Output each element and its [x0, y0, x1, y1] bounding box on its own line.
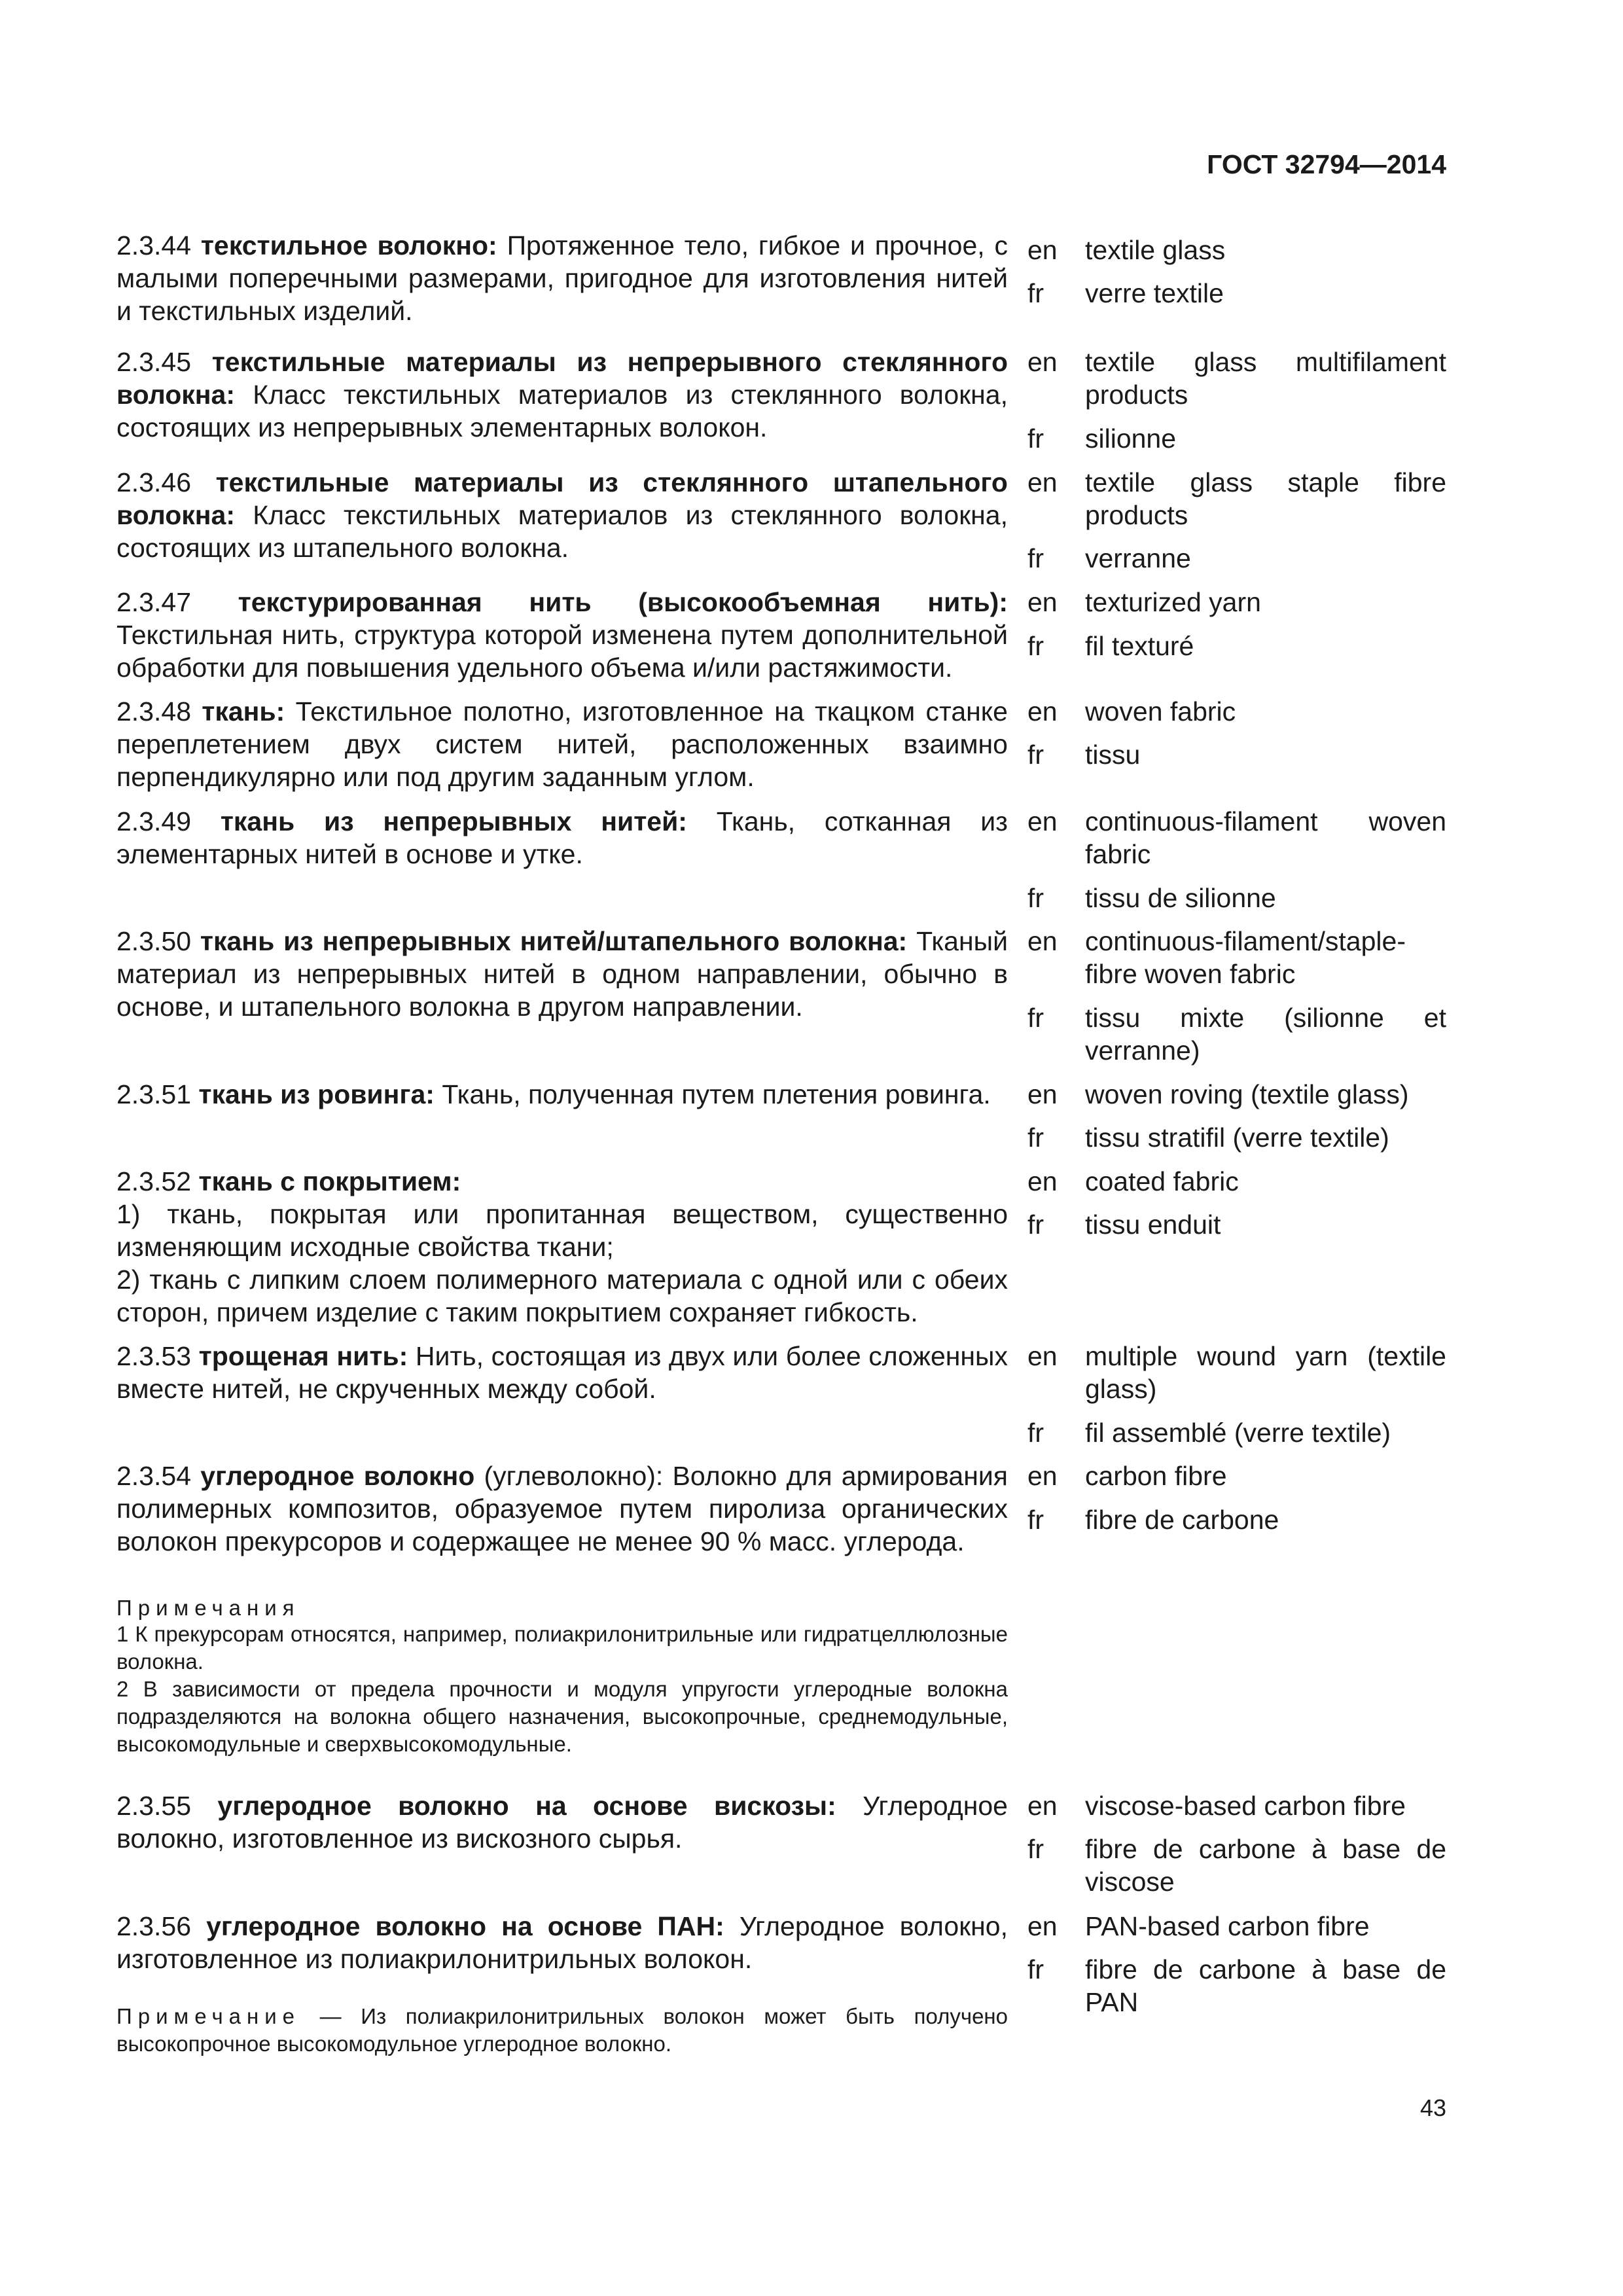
translation-en: en carbon fibre [1027, 1461, 1227, 1491]
entry-term-extra: (углеволокно): [484, 1461, 664, 1491]
translation-en: en multiple wound yarn (textile glass) [1027, 1341, 1446, 1404]
entry-number: 2.3.52 [116, 1166, 191, 1196]
translation-fr: fr verranne [1027, 543, 1191, 573]
translation-en: en viscose-based carbon fibre [1027, 1791, 1406, 1821]
entry-term: углеродное волокно [200, 1461, 475, 1491]
entry-definition: Волокно для армирования полимерных композитов, образуемое путем пиролиза органических волокон прекурсоров и содержащее не менее 90 % масс. углерода. [116, 1461, 1008, 1556]
entry-definition-1: 1) ткань, покрытая или пропитанная веществом, существенно изменяющим исходные свойства ткани; [116, 1199, 1008, 1262]
translation-fr: fr silionne [1027, 423, 1177, 454]
entry-definition: Текстильное полотно, изготовленное на ткацком станке переплетением двух систем нитей, расположенных взаимно перпендикулярно или под другим заданным углом. [116, 696, 1008, 792]
translation-fr: fr tissu mixte (silionne et verranne) [1027, 1003, 1446, 1066]
entry-definition: Класс текстильных материалов из стеклянного волокна, состоящих из непрерывных элементарных волокон. [116, 380, 1008, 442]
translation-en: en coated fabric [1027, 1166, 1239, 1196]
entry-2-3-45 [116, 346, 1008, 444]
translation-en: en woven fabric [1027, 696, 1236, 726]
entry-number: 2.3.55 [116, 1791, 191, 1821]
entry-number: 2.3.46 [116, 467, 191, 497]
translation-fr: fr fibre de carbone à base de viscose [1027, 1834, 1446, 1897]
translation-fr: fr tissu enduit [1027, 1210, 1221, 1240]
entry-term: текстильные материалы из непрерывного стеклянного волокна: [116, 347, 1008, 410]
translation-fr: fr tissu stratifil (verre textile) [1027, 1122, 1389, 1153]
entry-number: 2.3.44 [116, 230, 191, 260]
translation-en: en PAN-based carbon fibre [1027, 1911, 1370, 1941]
entry-2-3-55 [116, 1789, 1008, 1855]
entry-2-3-53 [116, 1340, 1008, 1405]
note-2: 2 В зависимости от предела прочности и модуля упругости углеродные волокна подразделяются на волокна общего назначения, высокопрочные, среднемодульные, высокомодульные и сверхвысокомодульные. [116, 1677, 1008, 1756]
entry-term: текстурированная нить (высокообъемная нить): [238, 587, 1008, 617]
entry-term: трощеная нить: [198, 1341, 408, 1371]
entry-term: ткань из непрерывных нитей/штапельного волокна: [200, 926, 908, 956]
entry-2-3-54 [116, 1460, 1008, 1558]
entry-number: 2.3.53 [116, 1341, 191, 1371]
note-block [116, 2003, 1008, 2058]
entry-definition: Ткань, сотканная из элементарных нитей в основе и утке. [116, 806, 1008, 869]
entry-number: 2.3.47 [116, 587, 191, 617]
entry-term: ткань: [202, 696, 285, 726]
translation-fr: fr fibre de carbone [1027, 1505, 1279, 1535]
entry-2-3-49 [116, 805, 1008, 870]
entry-2-3-44 [116, 229, 1008, 327]
translation-fr: fr fil assemblé (verre textile) [1027, 1418, 1391, 1448]
translation-en: en textile glass [1027, 235, 1226, 265]
entry-2-3-48 [116, 695, 1008, 793]
entry-definition: Ткань, полученная путем плетения ровинга. [442, 1079, 991, 1109]
entry-number: 2.3.51 [116, 1079, 191, 1109]
entry-definition: Углеродное волокно, изготовленное из вискозного сырья. [116, 1791, 1008, 1854]
translation-en: en continuous-filament/staple-fibre woven fabric [1027, 926, 1406, 989]
entry-2-3-46 [116, 466, 1008, 564]
entry-term: ткань с покрытием: [198, 1166, 461, 1196]
entry-definition: Протяженное тело, гибкое и прочное, с малыми поперечными размерами, пригодное для изготовления нитей и текстильных изделий. [116, 230, 1008, 326]
entry-2-3-50 [116, 925, 1008, 1023]
entry-term: углеродное волокно на основе ПАН: [206, 1911, 724, 1941]
entry-term: ткань из ровинга: [198, 1079, 435, 1109]
note-title: Примечание [116, 2004, 301, 2028]
translation-fr: fr tissu [1027, 740, 1141, 770]
note-1: 1 К прекурсорам относятся, например, полиакрилонитрильные или гидратцеллюлозные волокна. [116, 1622, 1008, 1674]
translation-fr: fr fil texturé [1027, 631, 1194, 661]
translation-en: en continuous-filament woven fabric [1027, 806, 1446, 869]
entry-term: текстильные материалы из стеклянного штапельного волокна: [116, 467, 1008, 530]
translation-en: en woven roving (textile glass) [1027, 1079, 1409, 1109]
entry-definition-2: 2) ткань с липким слоем полимерного материала с одной или с обеих сторон, причем изделие с таким покрытием сохраняет гибкость. [116, 1265, 1008, 1327]
notes-block [116, 1596, 1008, 1758]
entry-2-3-51 [116, 1078, 1008, 1111]
entry-number: 2.3.49 [116, 806, 191, 836]
entry-term: текстильное волокно: [200, 230, 497, 260]
translation-en: en texturized yarn [1027, 587, 1261, 617]
translation-en: en textile glass multifilament products [1027, 347, 1446, 410]
entry-term: ткань из непрерывных нитей: [220, 806, 687, 836]
note-text: — Из полиакрилонитрильных волокон может быть получено высокопрочное высокомодульное углеродное волокно. [116, 2004, 1008, 2056]
entry-definition: Углеродное волокно, изготовленное из полиакрилонитрильных волокон. [116, 1911, 1008, 1974]
translation-fr: fr tissu de silionne [1027, 883, 1276, 913]
page-number: 43 [1419, 2094, 1446, 2121]
entry-number: 2.3.48 [116, 696, 191, 726]
entry-number: 2.3.54 [116, 1461, 191, 1491]
translation-fr: fr fibre de carbone à base de PAN [1027, 1954, 1446, 2017]
entry-number: 2.3.50 [116, 926, 191, 956]
document-header: ГОСТ 32794—2014 [1207, 149, 1446, 179]
entry-number: 2.3.45 [116, 347, 191, 377]
entry-2-3-47 [116, 586, 1008, 684]
translation-fr: fr verre textile [1027, 278, 1224, 308]
entry-definition: Тканый материал из непрерывных нитей в одном направлении, обычно в основе, и штапельного волокна в другом направлении. [116, 926, 1008, 1022]
entry-2-3-56 [116, 1910, 1008, 1975]
entry-2-3-52 [116, 1165, 1008, 1329]
entry-definition: Нить, состоящая из двух или более сложенных вместе нитей, не скрученных между собой. [116, 1341, 1008, 1404]
notes-title: Примечания [116, 1596, 300, 1620]
entry-term: углеродное волокно на основе вискозы: [217, 1791, 836, 1821]
entry-definition: Текстильная нить, структура которой изменена путем дополнительной обработки для повышения удельного объема и/или растяжимости. [116, 620, 1008, 683]
entry-definition: Класс текстильных материалов из стеклянного волокна, состоящих из штапельного волокна. [116, 500, 1008, 563]
translation-en: en textile glass staple fibre products [1027, 467, 1446, 530]
entry-number: 2.3.56 [116, 1911, 191, 1941]
